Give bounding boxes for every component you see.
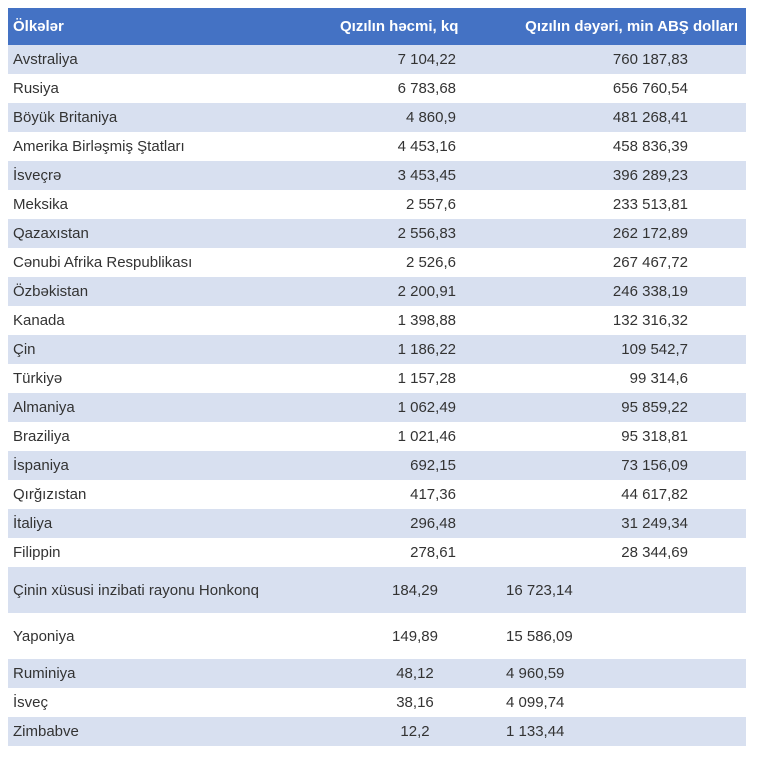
gold-value-cell: 233 513,81	[490, 190, 746, 219]
country-cell: Meksika	[8, 190, 340, 219]
gold-volume-cell: 38,16	[340, 688, 490, 717]
gold-volume-cell: 296,48	[340, 509, 490, 538]
gold-volume-cell: 278,61	[340, 538, 490, 567]
gold-value-cell: 95 318,81	[490, 422, 746, 451]
table-row	[8, 613, 746, 659]
header-row	[8, 8, 746, 45]
table-row	[8, 393, 746, 422]
gold-value-cell: 1 133,44	[490, 717, 746, 746]
gold-value-cell: 246 338,19	[490, 277, 746, 306]
table-row	[8, 688, 746, 717]
gold-value-cell: 109 542,7	[490, 335, 746, 364]
table-row	[8, 306, 746, 335]
table-header	[8, 8, 746, 45]
gold-volume-cell: 692,15	[340, 451, 490, 480]
country-cell: Kanada	[8, 306, 340, 335]
gold-volume-cell: 12,2	[340, 717, 490, 746]
gold-value-cell: 262 172,89	[490, 219, 746, 248]
table-row	[8, 161, 746, 190]
gold-volume-cell: 2 557,6	[340, 190, 490, 219]
gold-value-cell: 44 617,82	[490, 480, 746, 509]
gold-volume-cell: 2 526,6	[340, 248, 490, 277]
gold-volume-cell: 1 157,28	[340, 364, 490, 393]
country-cell: Yaponiya	[8, 613, 340, 659]
country-cell: Qırğızıstan	[8, 480, 340, 509]
gold-reserves-table	[8, 8, 746, 746]
gold-volume-cell: 6 783,68	[340, 74, 490, 103]
table-row	[8, 335, 746, 364]
table-row	[8, 422, 746, 451]
gold-volume-cell: 7 104,22	[340, 45, 490, 74]
country-cell: Türkiyə	[8, 364, 340, 393]
country-cell: Rusiya	[8, 74, 340, 103]
table-row	[8, 74, 746, 103]
table-row	[8, 451, 746, 480]
gold-value-cell: 481 268,41	[490, 103, 746, 132]
gold-value-cell: 99 314,6	[490, 364, 746, 393]
gold-value-cell: 15 586,09	[490, 613, 746, 659]
table-row	[8, 567, 746, 613]
gold-value-cell: 28 344,69	[490, 538, 746, 567]
gold-volume-cell: 1 398,88	[340, 306, 490, 335]
gold-value-cell: 267 467,72	[490, 248, 746, 277]
country-cell: Filippin	[8, 538, 340, 567]
gold-value-cell: 132 316,32	[490, 306, 746, 335]
gold-value-cell: 656 760,54	[490, 74, 746, 103]
country-cell: Cənubi Afrika Respublikası	[8, 248, 340, 277]
gold-volume-cell: 1 021,46	[340, 422, 490, 451]
column-header-countries: Ölkələr	[8, 8, 340, 45]
table-row	[8, 248, 746, 277]
table-body	[8, 45, 746, 746]
column-header-gold-volume: Qızılın həcmi, kq	[340, 8, 490, 45]
country-cell: Avstraliya	[8, 45, 340, 74]
country-cell: İtaliya	[8, 509, 340, 538]
table-row	[8, 219, 746, 248]
gold-volume-cell: 417,36	[340, 480, 490, 509]
gold-value-cell: 16 723,14	[490, 567, 746, 613]
gold-value-cell: 31 249,34	[490, 509, 746, 538]
gold-volume-cell: 2 200,91	[340, 277, 490, 306]
table-row	[8, 103, 746, 132]
country-cell: İsveç	[8, 688, 340, 717]
table-row	[8, 364, 746, 393]
country-cell: Amerika Birləşmiş Ştatları	[8, 132, 340, 161]
gold-volume-cell: 1 062,49	[340, 393, 490, 422]
gold-value-cell: 458 836,39	[490, 132, 746, 161]
table-row	[8, 538, 746, 567]
gold-volume-cell: 184,29	[340, 567, 490, 613]
country-cell: Çinin xüsusi inzibati rayonu Honkonq	[8, 567, 340, 613]
gold-volume-cell: 149,89	[340, 613, 490, 659]
gold-volume-cell: 48,12	[340, 659, 490, 688]
gold-volume-cell: 4 453,16	[340, 132, 490, 161]
country-cell: Braziliya	[8, 422, 340, 451]
country-cell: Almaniya	[8, 393, 340, 422]
gold-value-cell: 95 859,22	[490, 393, 746, 422]
country-cell: Ruminiya	[8, 659, 340, 688]
country-cell: İspaniya	[8, 451, 340, 480]
gold-value-cell: 73 156,09	[490, 451, 746, 480]
table-row	[8, 45, 746, 74]
country-cell: Özbəkistan	[8, 277, 340, 306]
country-cell: İsveçrə	[8, 161, 340, 190]
gold-value-cell: 760 187,83	[490, 45, 746, 74]
table-row	[8, 480, 746, 509]
gold-value-cell: 4 960,59	[490, 659, 746, 688]
gold-volume-cell: 2 556,83	[340, 219, 490, 248]
gold-value-cell: 396 289,23	[490, 161, 746, 190]
country-cell: Çin	[8, 335, 340, 364]
table-row	[8, 509, 746, 538]
gold-volume-cell: 1 186,22	[340, 335, 490, 364]
country-cell: Qazaxıstan	[8, 219, 340, 248]
table-row	[8, 277, 746, 306]
table-row	[8, 659, 746, 688]
column-header-gold-value: Qızılın dəyəri, min ABŞ dolları	[490, 8, 746, 45]
table-row	[8, 190, 746, 219]
country-cell: Böyük Britaniya	[8, 103, 340, 132]
gold-volume-cell: 3 453,45	[340, 161, 490, 190]
table-row	[8, 717, 746, 746]
table-row	[8, 132, 746, 161]
country-cell: Zimbabve	[8, 717, 340, 746]
gold-value-cell: 4 099,74	[490, 688, 746, 717]
gold-volume-cell: 4 860,9	[340, 103, 490, 132]
